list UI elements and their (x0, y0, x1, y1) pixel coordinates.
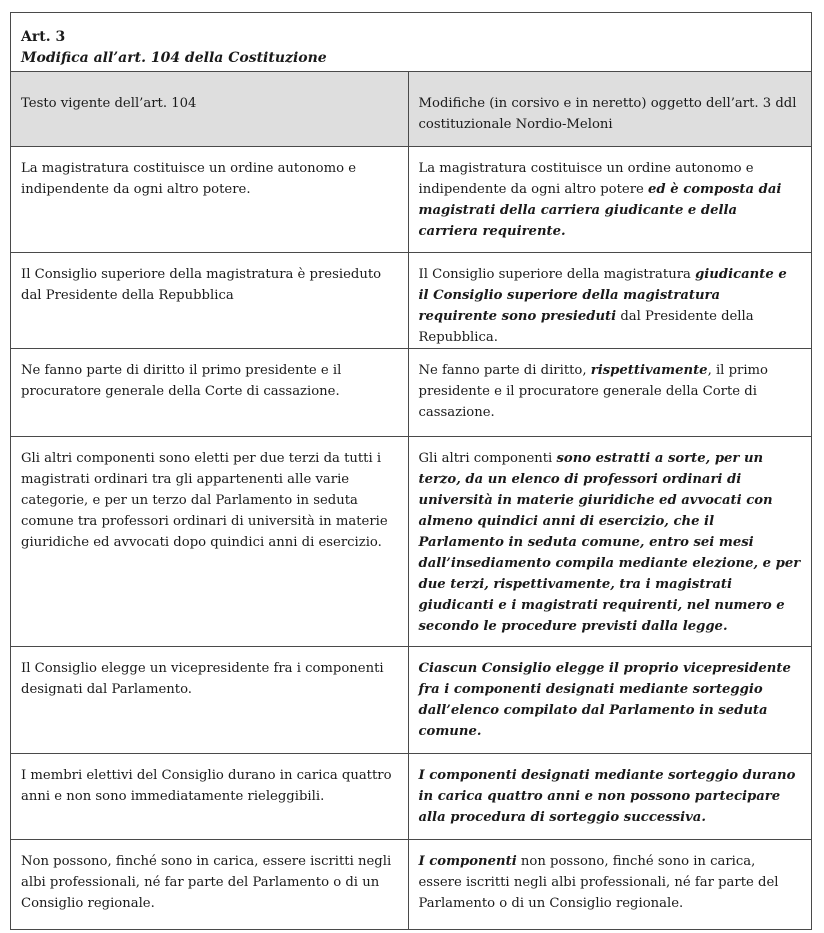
amended-text-plain: non possono, finché sono in carica, essere iscritti negli albi professionali, né far parte del Parlamento o di un Consiglio regionale. (418, 853, 779, 911)
amended-text-cell (408, 839, 811, 929)
current-text-cell: Il Consiglio superiore della magistratura è presieduto dal Presidente della Repubblica (11, 252, 408, 348)
table-row (11, 146, 811, 252)
table-row (11, 646, 811, 753)
amended-text-plain: La magistratura costituisce un ordine autonomo e indipendente da ogni altro potere (418, 160, 754, 197)
table-row (11, 252, 811, 348)
current-text-cell: Gli altri componenti sono eletti per due terzi da tutti i magistrati ordinari tra gli appartenenti alle varie categorie, e per un terzo dal Parlamento in seduta comune tra professori ordinari di università in materie giuridiche ed avvocati dopo quindici anni di esercizio. (11, 436, 408, 646)
amended-text-cell (408, 252, 811, 348)
amended-text-plain: dal Presidente della Repubblica. (418, 308, 754, 345)
amended-text-plain: Gli altri componenti (418, 450, 557, 466)
current-text-cell: Ne fanno parte di diritto il primo presidente e il procuratore generale della Corte di cassazione. (11, 348, 408, 436)
amended-text-cell (408, 753, 811, 839)
article-title-block (11, 13, 811, 72)
amended-text-change: giudicante e il Consiglio superiore della magistratura requirente sono presieduti (418, 266, 787, 324)
table-row (11, 753, 811, 839)
header-current-text: Testo vigente dell’art. 104 (11, 72, 408, 146)
current-text-cell: I membri elettivi del Consiglio durano in carica quattro anni e non sono immediatamente rieleggibili. (11, 753, 408, 839)
comparison-table (11, 72, 811, 929)
current-text-cell: Non possono, finché sono in carica, essere iscritti negli albi professionali, né far parte del Parlamento o di un Consiglio regionale. (11, 839, 408, 929)
amended-text-plain: , il primo presidente e il procuratore generale della Corte di cassazione. (418, 362, 768, 420)
table-header-row (11, 72, 811, 146)
amended-text-plain: Ne fanno parte di diritto, (418, 362, 591, 378)
article-number: Art. 3 (21, 29, 66, 45)
amended-text-change: rispettivamente (590, 362, 708, 378)
article-document (10, 12, 812, 930)
table-row (11, 348, 811, 436)
amended-text-cell (408, 146, 811, 252)
amended-text-cell (408, 436, 811, 646)
current-text-cell: La magistratura costituisce un ordine autonomo e indipendente da ogni altro potere. (11, 146, 408, 252)
current-text-cell: Il Consiglio elegge un vicepresidente fra i componenti designati dal Parlamento. (11, 646, 408, 753)
article-title: Modifica all’art. 104 della Costituzione (21, 50, 327, 66)
amended-text-change: I componenti (418, 853, 517, 869)
amended-text-cell (408, 646, 811, 753)
amended-text-change: I componenti designati mediante sorteggio durano in carica quattro anni e non possono partecipare alla procedura di sorteggio successiva. (418, 767, 796, 825)
amended-text-change: Ciascun Consiglio elegge il proprio vicepresidente fra i componenti designati mediante sorteggio dall’elenco compilato dal Parlamento in seduta comune. (418, 660, 791, 739)
amended-text-plain: Il Consiglio superiore della magistratura (418, 266, 696, 282)
amended-text-cell (408, 348, 811, 436)
amended-text-change: sono estratti a sorte, per un terzo, da un elenco di professori ordinari di università in materie giuridiche ed avvocati con almeno quindici anni di esercizio, che il Parlamento in seduta comune, entro sei mesi dall’insediamento compila mediante elezione, e per due terzi, rispettivamente, tra i magistrati giudicanti e i magistrati requirenti, nel numero e secondo le procedure previsti dalla legge. (418, 450, 801, 634)
table-row (11, 436, 811, 646)
amended-text-change: ed è composta dai magistrati della carriera giudicante e della carriera requirente. (418, 181, 782, 239)
table-row (11, 839, 811, 929)
header-amendments: Modifiche (in corsivo e in neretto) oggetto dell’art. 3 ddl costituzionale Nordio-Meloni (408, 72, 811, 146)
